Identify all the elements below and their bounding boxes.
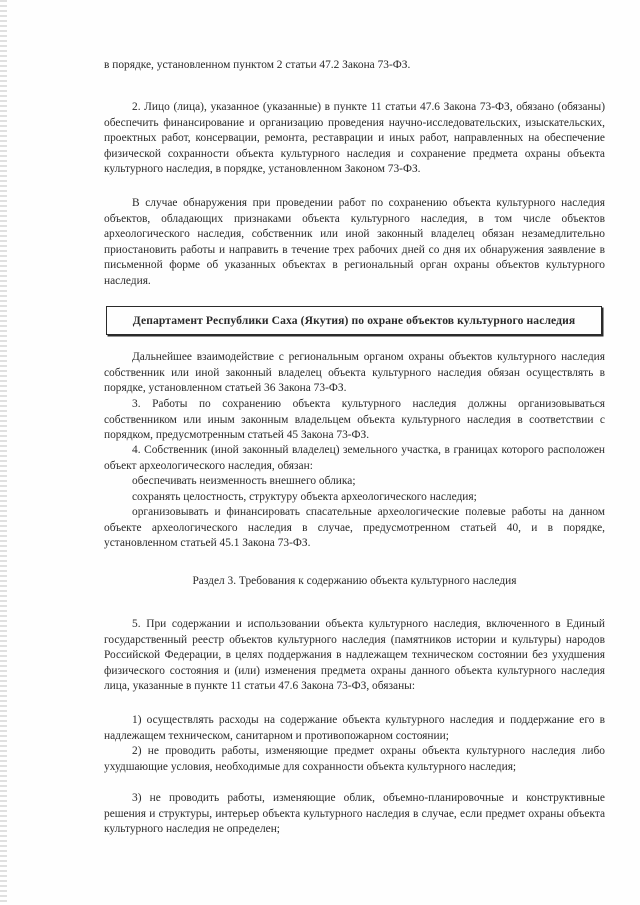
paragraph-5-item-3: 3) не проводить работы, изменяющие облик, объемно-планировочные и конструктивные решения и структуры, интерьер объекта культурного наследия в случае, если предмет охраны объекта культурного наследия не определен; — [104, 792, 605, 836]
section-3-title: Раздел 3. Требования к содержанию объекта культурного наследия — [192, 575, 517, 587]
paragraph-3: 3. Работы по сохранению объекта культурного наследия должны организовываться собственником или иным законным владельцем объекта культурного наследия в соответствии с порядком, предусмотренным статьей 45 Закона 73-ФЗ. — [104, 398, 605, 442]
paragraph-4: 4. Собственник (иной законный владелец) земельного участка, в границах которого расположен объект археологического наследия, обязан: — [104, 444, 605, 472]
paragraph-5-item-1: 1) осуществлять расходы на содержание объекта культурного наследия и поддержание его в надлежащем техническом, санитарном и противопожарном состоянии; — [104, 714, 605, 742]
paragraph-5-item-2: 2) не проводить работы, изменяющие предмет охраны объекта культурного наследия либо ухудшающие условия, необходимые для сохранности объекта культурного наследия; — [104, 745, 605, 773]
paragraph-discovery: В случае обнаружения при проведении работ по сохранению объекта культурного наследия объектов, обладающих признаками объекта культурного наследия, в том числе объектов археологического наследия, собственник или иной законный владелец обязан незамедлительно приостановить работы и направить в течение трех рабочих дней со дня их обнаружения заявление в письменной форме об указанных объектах в региональный орган охраны объектов культурного наследия. — [104, 197, 605, 287]
paragraph-4-item-b: сохранять целостность, структуру объекта археологического наследия; — [132, 491, 477, 503]
paragraph-4-item-a: обеспечивать неизменность внешнего облика; — [132, 475, 356, 487]
paragraph-4-item-c: организовывать и финансировать спасательные археологические полевые работы на данном объекте археологического наследия в случае, предусмотренном статьей 40, и в порядке, установленном статьей 45.1 Закона 73-ФЗ. — [104, 506, 605, 550]
paragraph-top-line: в порядке, установленном пунктом 2 статьи 47.2 Закона 73-ФЗ. — [104, 59, 411, 71]
scan-edge — [0, 0, 7, 905]
paragraph-2: 2. Лицо (лица), указанное (указанные) в пункте 11 статьи 47.6 Закона 73-ФЗ, обязано (обязаны) обеспечить финансирование и организацию проведения научно-исследовательских, изыскательских, проектных работ, консервации, ремонта, реставрации и иных работ, направленных на обеспечение физической сохранности объекта культурного наследия и сохранение предмета охраны объекта культурного наследия, в порядке, установленном Законом 73-ФЗ. — [104, 101, 605, 176]
paragraph-further-interaction: Дальнейшее взаимодействие с региональным органом охраны объектов культурного наследия собственник или иной законный владелец объекта культурного наследия обязан осуществлять в порядке, установленном статьей 36 Закона 73-ФЗ. — [104, 351, 605, 395]
authority-heading-box: Департамент Республики Саха (Якутия) по охране объектов культурного наследия — [106, 306, 602, 335]
paragraph-5: 5. При содержании и использовании объекта культурного наследия, включенного в Единый государственный реестр объектов культурного наследия (памятников истории и культуры) народов Российской Федерации, в целях поддержания в надлежащем техническом состоянии без ухудшения физического состояния и (или) изменения предмета охраны данного объекта культурного наследия лица, указанные в пункте 11 статьи 47.6 Закона 73-ФЗ, обязаны: — [104, 618, 605, 693]
